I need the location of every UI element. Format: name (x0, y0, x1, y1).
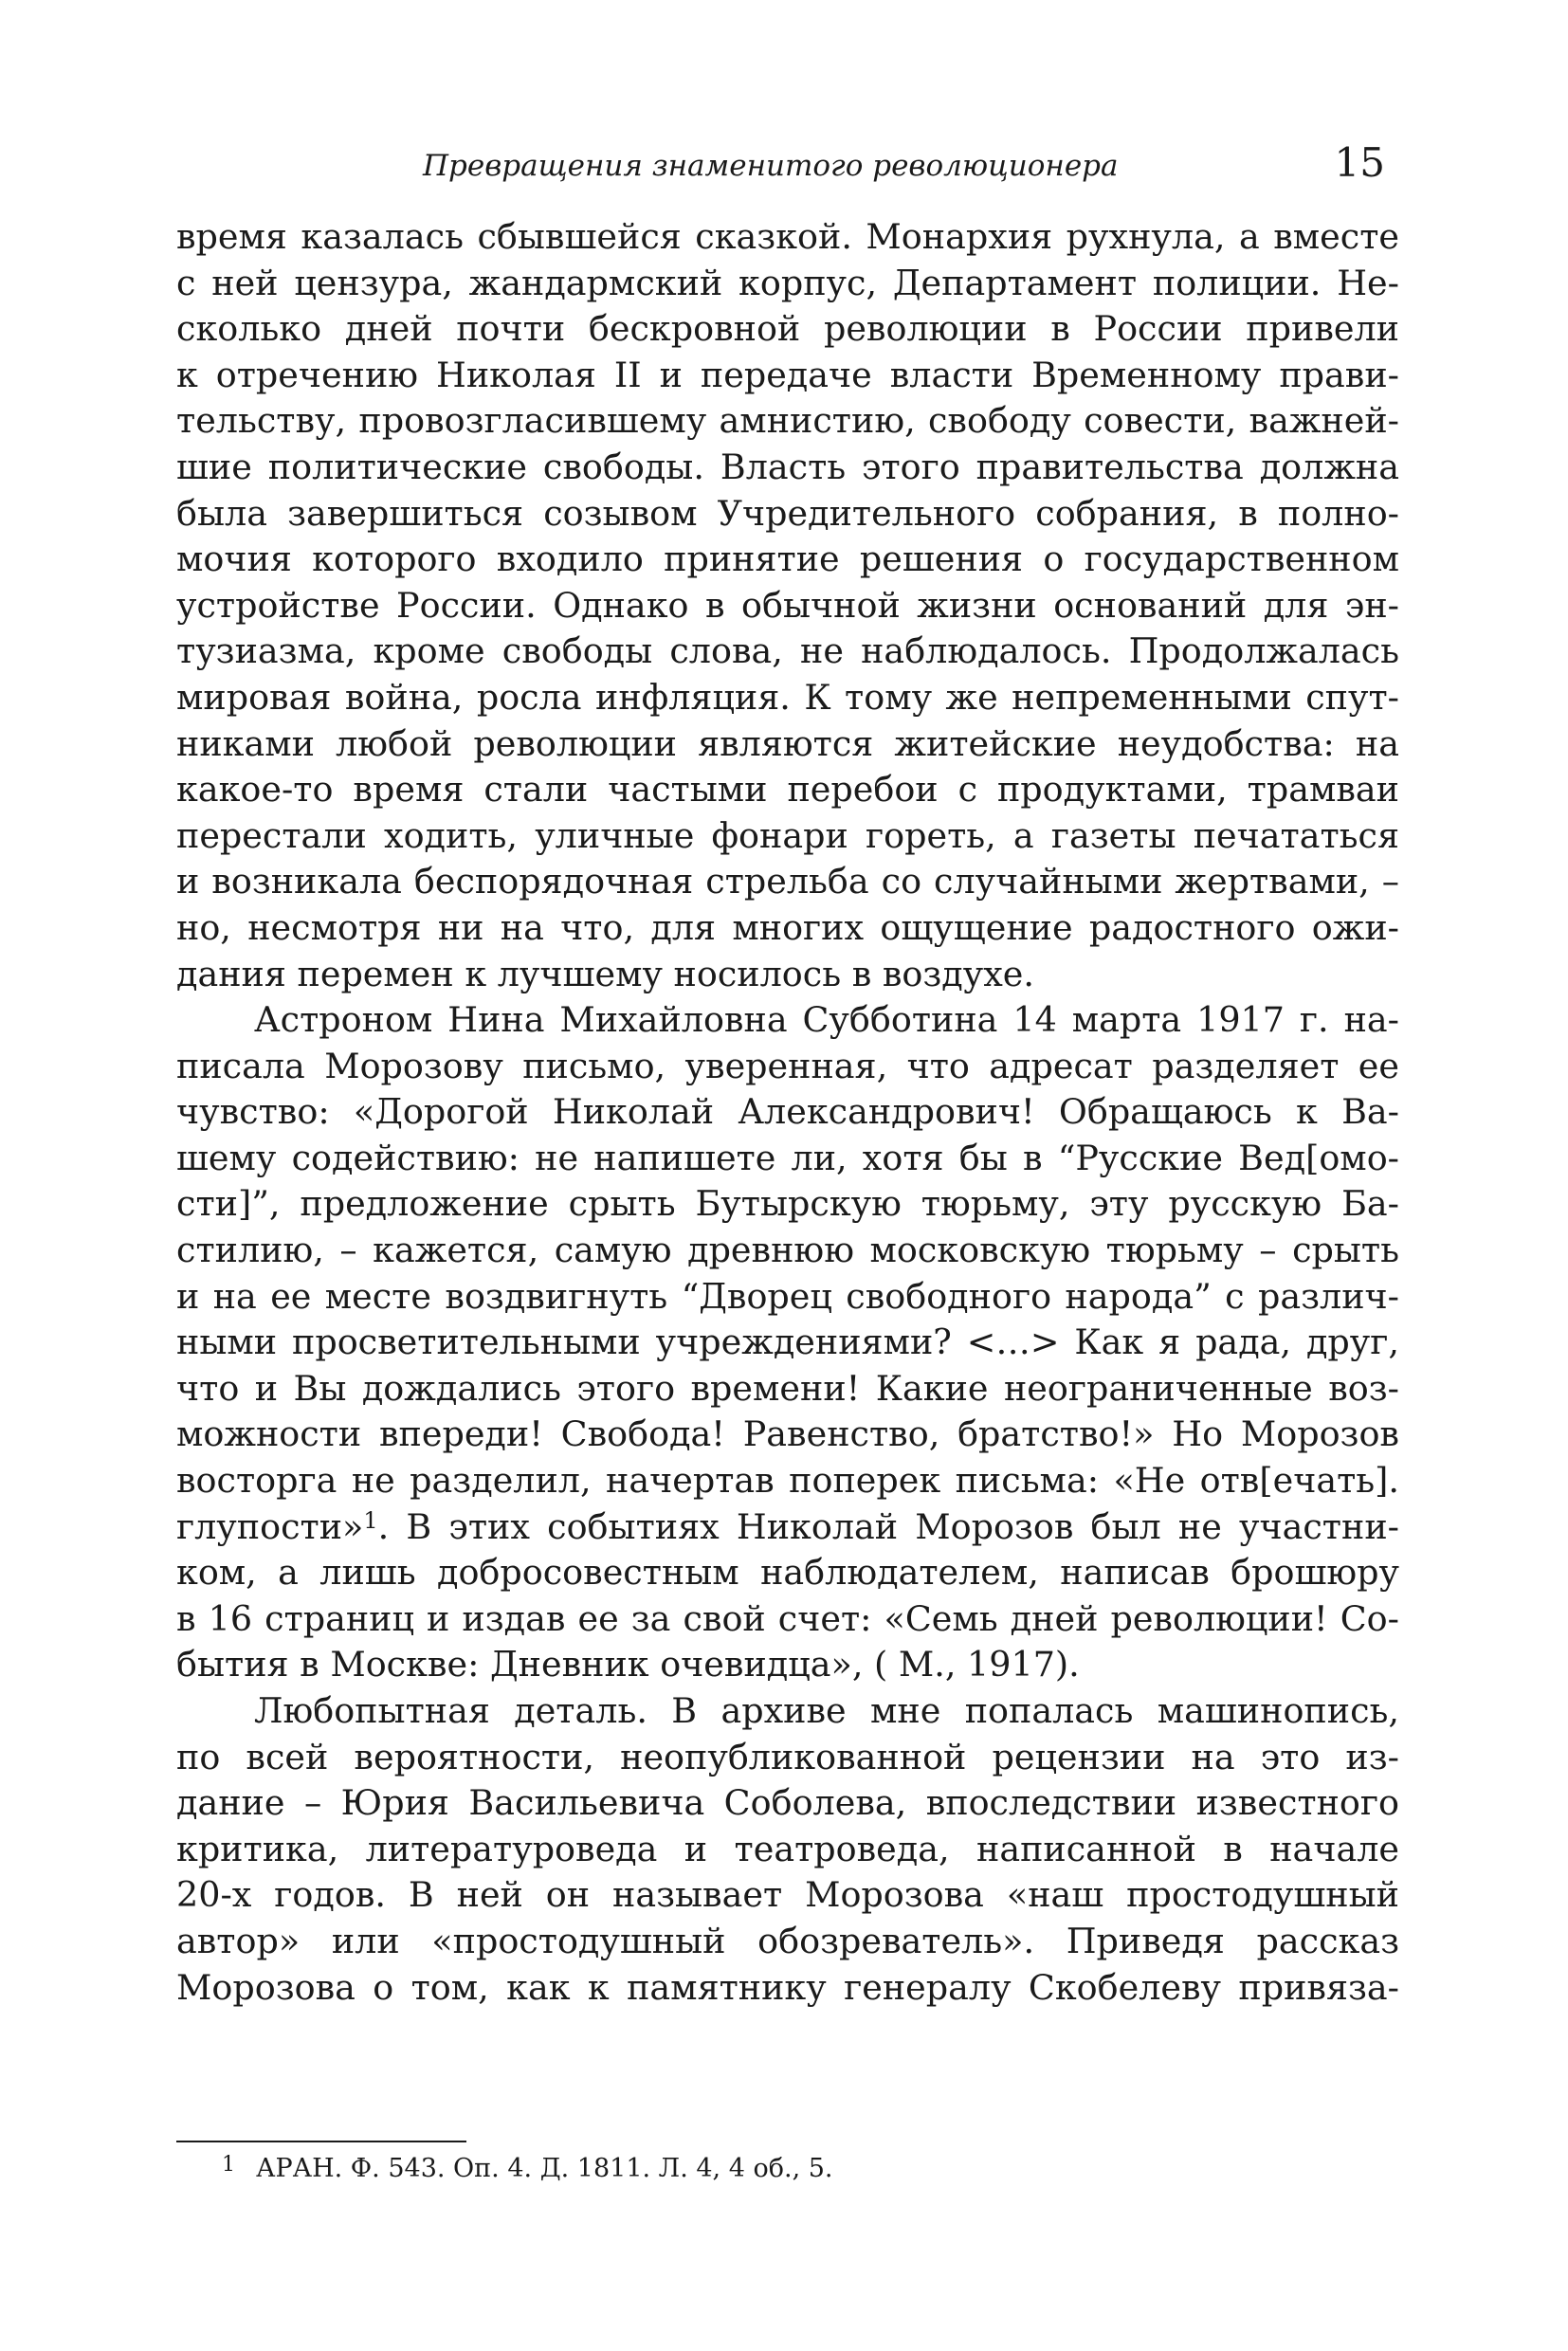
text-line: была завершиться созывом Учредительного собрания, в полно- (176, 492, 1399, 534)
text-line: какое-то время стали частыми перебои с продуктами, трамваи (176, 769, 1399, 811)
text-line: и на ее месте воздвигнуть “Дворец свободного народа” с различ- (176, 1275, 1399, 1317)
text-line-with-note (176, 1504, 1399, 1551)
footnote-reference[interactable]: 1 (363, 1506, 378, 1534)
text-line: автор» или «простодушный обозреватель». Приведя рассказ (176, 1920, 1399, 1961)
text-line: чувство: «Дорогой Николай Александрович! Обращаюсь к Ва- (176, 1091, 1399, 1133)
text-fragment: . В этих событиях Николай Морозов был не участни- (377, 1505, 1399, 1547)
text-line: тельству, провозгласившему амнистию, свободу совести, важней- (176, 400, 1399, 442)
text-line: Любопытная деталь. В архиве мне попалась машинопись, (254, 1690, 1399, 1731)
text-line: Морозова о том, как к памятнику генералу Скобелеву привяза- (176, 1966, 1399, 2008)
text-line: к отречению Николая II и передаче власти Временному прави- (176, 354, 1399, 395)
text-line: тузиазма, кроме свободы слова, не наблюдалось. Продолжалась (176, 630, 1399, 672)
text-line: и возникала беспорядочная стрельба со случайными жертвами, – (176, 861, 1399, 902)
footnote-text: АРАН. Ф. 543. Оп. 4. Д. 1811. Л. 4, 4 об., 5. (256, 2154, 833, 2183)
text-line: перестали ходить, уличные фонари гореть, а газеты печататься (176, 814, 1399, 856)
text-line: сти]”, предложение срыть Бутырскую тюрьму, эту русскую Ба- (176, 1183, 1399, 1225)
text-line: шие политические свободы. Власть этого правительства должна (176, 446, 1399, 487)
footnote (222, 2150, 833, 2188)
text-line: время казалась сбывшейся сказкой. Монархия рухнула, а вместе (176, 216, 1399, 257)
text-line: восторга не разделил, начертав поперек письма: «Не отв[ечать]. (176, 1460, 1399, 1502)
text-line: дания перемен к лучшему носилось в воздухе. (176, 953, 1035, 994)
footnote-mark: 1 (222, 2153, 235, 2177)
text-fragment: глупости» (176, 1505, 364, 1547)
body-text (176, 214, 1399, 2011)
footnote-divider (176, 2141, 466, 2142)
text-line: писала Морозову письмо, уверенная, что адресат разделяет ее (176, 1045, 1399, 1086)
text-line: ными просветительными учреждениями? <…> Как я рада, друг, (176, 1321, 1399, 1363)
text-line: но, несмотря ни на что, для многих ощущение радостного ожи- (176, 906, 1399, 948)
text-line: шему содействию: не напишете ли, хотя бы в “Русские Вед[омо- (176, 1137, 1399, 1178)
text-line: что и Вы дождались этого времени! Какие неограниченные воз- (176, 1367, 1399, 1409)
text-line: критика, литературоведа и театроведа, написанной в начале (176, 1828, 1399, 1869)
running-title: Превращения знаменитого революционера (423, 149, 1119, 183)
running-head (0, 139, 1568, 188)
text-line: мировая война, росла инфляция. К тому же непременными спут- (176, 676, 1399, 718)
text-line: сколько дней почти бескровной революции в России привели (176, 308, 1399, 350)
text-line: бытия в Москве: Дневник очевидца», ( М., 1917). (176, 1644, 1080, 1686)
page-number: 15 (1334, 139, 1385, 186)
text-line: 20-х годов. В ней он называет Морозова «наш простодушный (176, 1874, 1399, 1916)
text-line: дание – Юрия Васильевича Соболева, впоследствии известного (176, 1782, 1399, 1824)
text-line: можности впереди! Свобода! Равенство, братство!» Но Морозов (176, 1413, 1399, 1455)
text-line: никами любой революции являются житейские неудобства: на (176, 722, 1399, 764)
text-line: по всей вероятности, неопубликованной рецензии на это из- (176, 1736, 1399, 1777)
text-line: стилию, – кажется, самую древнюю московскую тюрьму – срыть (176, 1230, 1399, 1271)
text-line: в 16 страниц и издав ее за свой счет: «Семь дней революции! Со- (176, 1597, 1399, 1639)
text-line: с ней цензура, жандармский корпус, Департамент полиции. Не- (176, 262, 1399, 303)
text-line: мочия которого входило принятие решения о государственном (176, 538, 1399, 580)
text-line: Астроном Нина Михайловна Субботина 14 марта 1917 г. на- (254, 999, 1399, 1041)
text-line: устройстве России. Однако в обычной жизни оснований для эн- (176, 584, 1399, 626)
text-line: ком, а лишь добросовестным наблюдателем, написав брошюру (176, 1552, 1399, 1594)
